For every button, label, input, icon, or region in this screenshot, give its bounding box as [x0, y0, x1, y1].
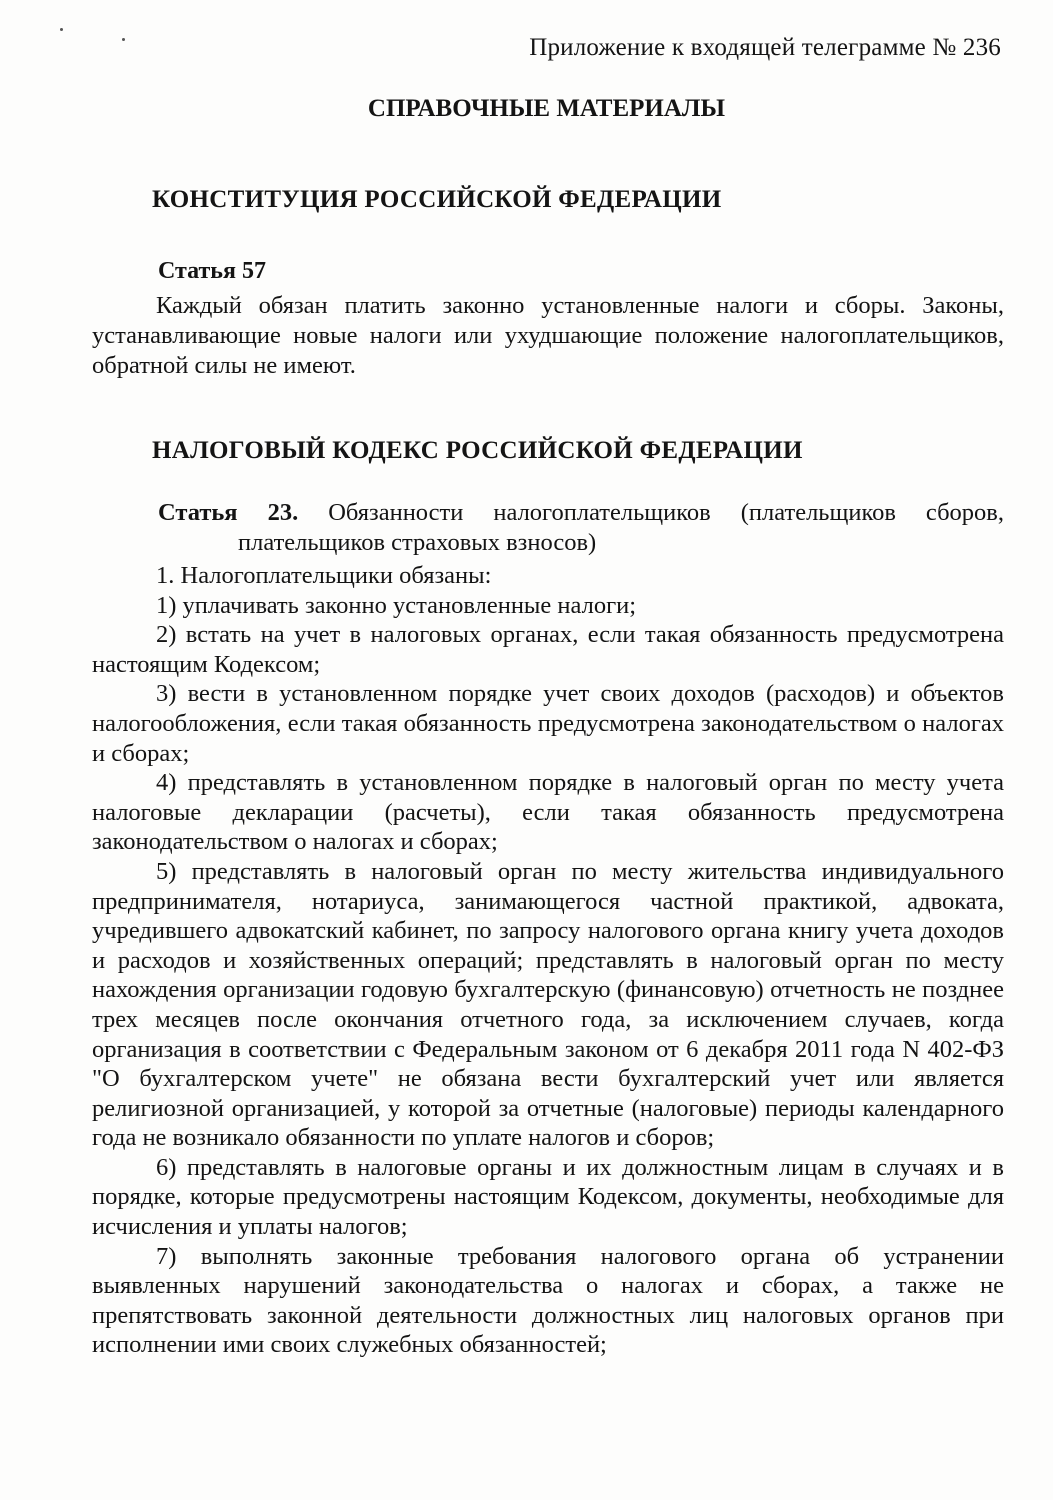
list-item: 1) уплачивать законно установленные налоги; [156, 591, 637, 619]
list-item: 7) выполнять законные требования налогового органа об устранении выявленных нарушений законодательства о налогах и сборах, а также не препятствовать законной деятельности должностных лиц налоговых органов при исполнении ими своих служебных обязанностей; [92, 1242, 1004, 1359]
article-title-line-2: плательщиков страховых взносов) [238, 529, 597, 556]
list-item: 3) вести в установленном порядке учет своих доходов (расходов) и объектов налогообложения, если такая обязанность предусмотрена законодательством о налогах и сборах; [92, 680, 1004, 767]
list-item: 5) представлять в налоговый орган по месту жительства индивидуального предпринимателя, нотариуса, занимающегося частной практикой, адвоката, учредившего адвокатский кабинет, по запросу налогового органа книгу учета доходов и расходов и хозяйственных операций; представлять в налоговый орган по месту нахождения организации годовую бухгалтерскую (финансовую) отчетность не позднее трех месяцев после окончания отчетного года, за исключением случаев, когда организация в соответствии с Федеральным законом от 6 декабря 2011 года N 402-ФЗ "О бухгалтерском учете" не обязана вести бухгалтерский учет или является религиозной организацией, у которой за отчетные (налоговые) периоды календарного года не возникало обязанности по уплате налогов и сборов; [92, 857, 1004, 1152]
constitution-heading: КОНСТИТУЦИЯ РОССИЙСКОЙ ФЕДЕРАЦИИ [152, 186, 722, 213]
header-note: Приложение к входящей телеграмме № 236 [529, 34, 1001, 61]
tax-code-items [92, 561, 1004, 1360]
tax-code-article-label: Статья 23. [158, 499, 299, 526]
list-item: 4) представлять в установленном порядке в налоговый орган по месту учета налоговые декларации (расчеты), если такая обязанность предусмотрена законодательством о налогах и сборах; [92, 769, 1004, 856]
constitution-article-body [92, 291, 1004, 381]
article-title-text: Обязанности налогоплательщиков (плательщиков сборов, [328, 499, 1005, 526]
scan-speck [60, 28, 63, 31]
constitution-article-text: Каждый обязан платить законно установленные налоги и сборы. Законы, устанавливающие новые налоги или ухудшающие положение налогоплательщиков, обратной силы не имеют. [92, 292, 1004, 379]
list-item: 6) представлять в налоговые органы и их должностным лицам в случаях и в порядке, которые предусмотрены настоящим Кодексом, документы, необходимые для исчисления и уплаты налогов; [92, 1153, 1004, 1241]
list-item: 1. Налогоплательщики обязаны: [156, 562, 492, 589]
tax-code-article-header [158, 498, 1004, 558]
tax-code-heading: НАЛОГОВЫЙ КОДЕКС РОССИЙСКОЙ ФЕДЕРАЦИИ [152, 437, 803, 464]
scan-speck [122, 38, 125, 41]
document-title: СПРАВОЧНЫЕ МАТЕРИАЛЫ [367, 95, 726, 122]
list-item: 2) встать на учет в налоговых органах, если такая обязанность предусмотрена настоящим Кодексом; [92, 621, 1004, 678]
article-title-line-1 [158, 498, 1004, 528]
constitution-article-label: Статья 57 [158, 258, 266, 284]
